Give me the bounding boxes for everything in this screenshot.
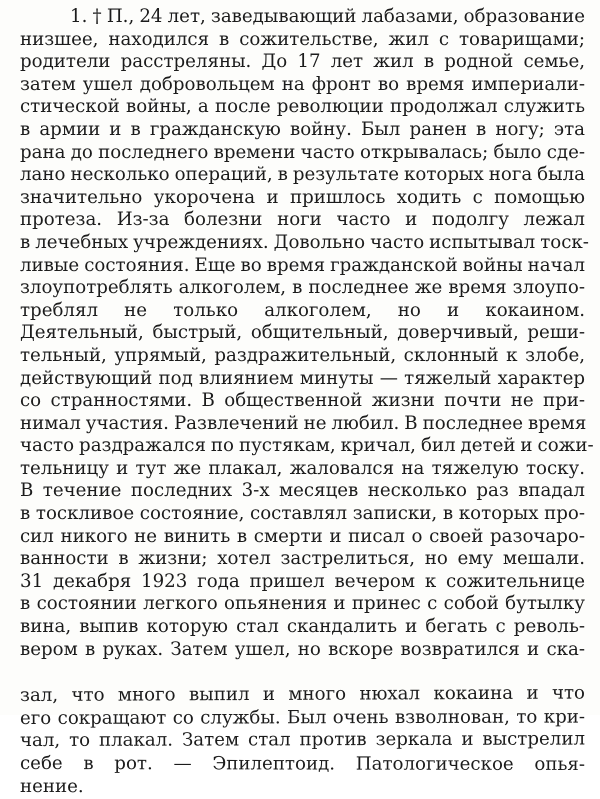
text-line: действующий под влиянием минуты — тяжелый характер (20, 367, 585, 389)
text-line: чал, то плакал. Затем стал против зеркала и выстрелил (19, 728, 586, 752)
text-line: тельный, упрямый, раздражительный, склонный к злобе, (20, 344, 585, 366)
text-line: 1. † П., 24 лет, заведывающий лабазами, образование (70, 6, 585, 27)
text-line: низшее, находился в сожительстве, жил с товарищами; (20, 28, 585, 50)
text-line: часто раздражался по пустякам, кричал, бил детей и сожи- (20, 435, 594, 457)
text-line: протеза. Из-за болезни ноги часто и подолгу лежал (20, 209, 585, 231)
text-line: Деятельный, быстрый, общительный, доверчивый, реши- (20, 322, 585, 344)
text-line: вина, выпив которую стал скандалить и бегать с револь- (20, 616, 585, 638)
text-line: лано несколько операций, в результате которых нога была (20, 164, 585, 186)
text-line: в тоскливое состояние, составлял записки, в которых про- (20, 503, 585, 525)
text-line: в состоянии легкого опьянения и принес с собой бутылку (20, 593, 585, 615)
text-line: В течение последних 3-х месяцев несколько раз впадал (20, 480, 585, 502)
text-line: затем ушел добровольцем на фронт во время империали- (20, 73, 585, 95)
case-report-text (19, 6, 594, 798)
text-line: в лечебных учреждениях. Довольно часто испытывал тоск- (20, 231, 589, 253)
text-line: ливые состояния. Еще во время гражданской войны начал (20, 254, 585, 276)
text-line: ванности в жизни; хотел застрелиться, но ему мешали. (20, 548, 585, 570)
text-line: значительно укорочена и пришлось ходить с помощью (20, 186, 585, 208)
text-line: тельницу и тут же плакал, жаловался на тяжелую тоску. (20, 457, 585, 479)
text-line: родители расстреляны. До 17 лет жил в родной семье, (20, 51, 585, 73)
text-line: в армии и в гражданскую войну. Был ранен в ногу; эта (20, 118, 585, 140)
text-line: со странностями. В общественной жизни почти не при- (20, 390, 585, 412)
text-line: себе в рот. — Эпилептоид. Патологическое опья- (19, 753, 586, 775)
text-line: злоупотреблять алкоголем, в последнее же время злоупо- (20, 277, 585, 299)
text-line: стической войны, а после революции продолжал служить (20, 96, 585, 118)
text-line: рана до последнего времени часто открывалась; было сде- (20, 141, 585, 163)
text-line: треблял не только алкоголем, но и кокаином. (20, 299, 585, 321)
text-line: сил никого не винить в смерти и писал о своей разочаро- (20, 525, 585, 547)
text-line: вером в руках. Затем ушел, но вскоре возвратился и ска- (20, 638, 585, 660)
text-line: зал, что много выпил и много нюхал кокаина и что (19, 682, 586, 707)
text-line: 31 декабря 1923 года пришел вечером к сожительнице (20, 570, 585, 592)
text-line: нимал участия. Развлечений не любил. В последнее время (20, 412, 587, 434)
text-line: его сокращают со службы. Был очень взволнован, то кри- (19, 706, 586, 729)
text-line: нение. (19, 775, 84, 797)
